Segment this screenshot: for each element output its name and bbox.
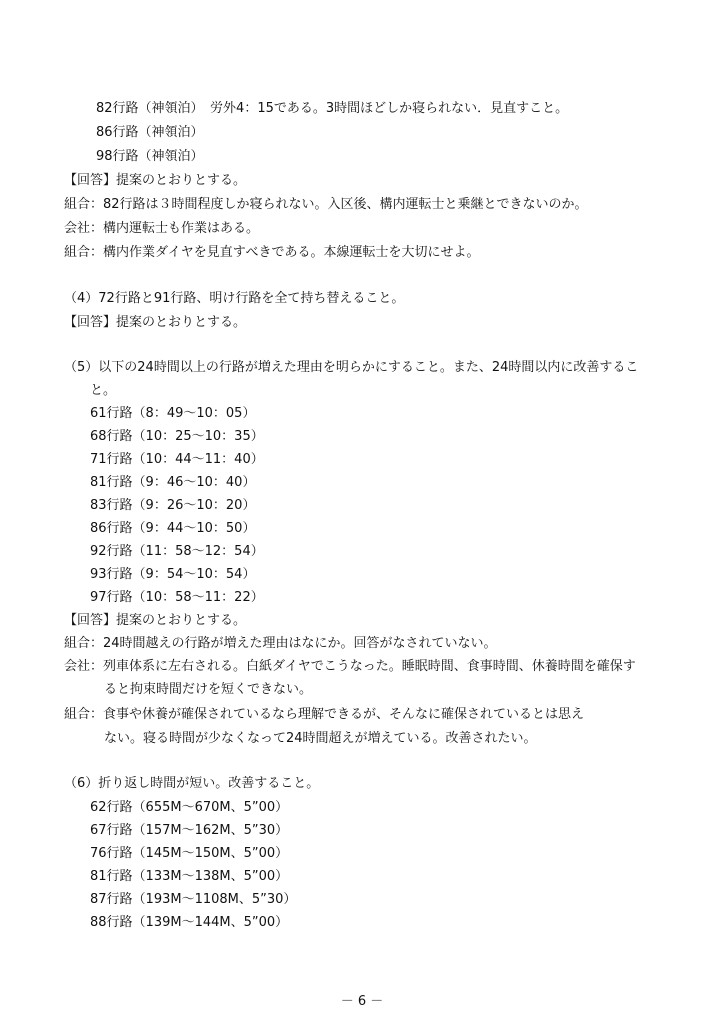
text-line: 組合：24時間越えの行路が増えた理由はなにか。回答がなされていない。 bbox=[64, 636, 497, 651]
text-line: 【回答】提案のとおりとする。 bbox=[64, 315, 247, 330]
text-line: 93行路（9：54～10：54） bbox=[90, 567, 256, 582]
text-line: ると拘束時間だけを短くできない。 bbox=[104, 682, 313, 697]
text-line: 86行路（神領泊） bbox=[96, 125, 204, 140]
text-line: 86行路（9：44～10：50） bbox=[90, 521, 256, 536]
text-line: 88行路（139M～144M、5”00） bbox=[90, 915, 289, 930]
text-line: 82行路（神領泊） 労外4：15である。3時間ほどしか寝られない．見直すこと。 bbox=[96, 101, 569, 116]
text-line: 83行路（9：26～10：20） bbox=[90, 498, 256, 513]
text-line: 87行路（193M～1108M、5”30） bbox=[90, 892, 297, 907]
text-line: 97行路（10：58～11：22） bbox=[90, 590, 264, 605]
text-line: 67行路（157M～162M、5”30） bbox=[90, 823, 289, 838]
text-line: 81行路（9：46～10：40） bbox=[90, 475, 256, 490]
text-line: 81行路（133M～138M、5”00） bbox=[90, 869, 289, 884]
text-line: 会社：列車体系に左右される。白紙ダイヤでこうなった。睡眠時間、食事時間、休養時間を確保す bbox=[64, 659, 636, 674]
text-line: ない。寝る時間が少なくなって24時間超えが増えている。改善されたい。 bbox=[104, 731, 537, 746]
text-line: 【回答】提案のとおりとする。 bbox=[64, 613, 247, 628]
text-line: と。 bbox=[90, 383, 117, 398]
text-line: 会社：構内運転士も作業はある。 bbox=[64, 221, 260, 236]
page-number: － 6 － bbox=[340, 994, 384, 1009]
text-line: 92行路（11：58～12：54） bbox=[90, 544, 264, 559]
text-line: 71行路（10：44～11：40） bbox=[90, 452, 264, 467]
text-line: 【回答】提案のとおりとする。 bbox=[64, 173, 247, 188]
text-line: 組合：82行路は３時間程度しか寝られない。入区後、構内運転士と乗継とできないのか。 bbox=[64, 197, 588, 212]
text-line: （5）以下の24時間以上の行路が増えた理由を明らかにすること。また、24時間以内に改善するこ bbox=[64, 360, 639, 375]
text-line: 62行路（655M～670M、5”00） bbox=[90, 800, 289, 815]
text-line: 98行路（神領泊） bbox=[96, 149, 204, 164]
text-line: （6）折り返し時間が短い。改善すること。 bbox=[64, 776, 320, 791]
text-line: （4）72行路と91行路、明け行路を全て持ち替えること。 bbox=[64, 291, 405, 306]
text-line: 組合：構内作業ダイヤを見直すべきである。本線運転士を大切にせよ。 bbox=[64, 245, 480, 260]
text-line: 61行路（8：49～10：05） bbox=[90, 406, 256, 421]
text-line: 組合：食事や休養が確保されているなら理解できるが、そんなに確保されているとは思え bbox=[64, 707, 585, 722]
text-line: 68行路（10：25～10：35） bbox=[90, 429, 264, 444]
text-line: 76行路（145M～150M、5”00） bbox=[90, 846, 289, 861]
